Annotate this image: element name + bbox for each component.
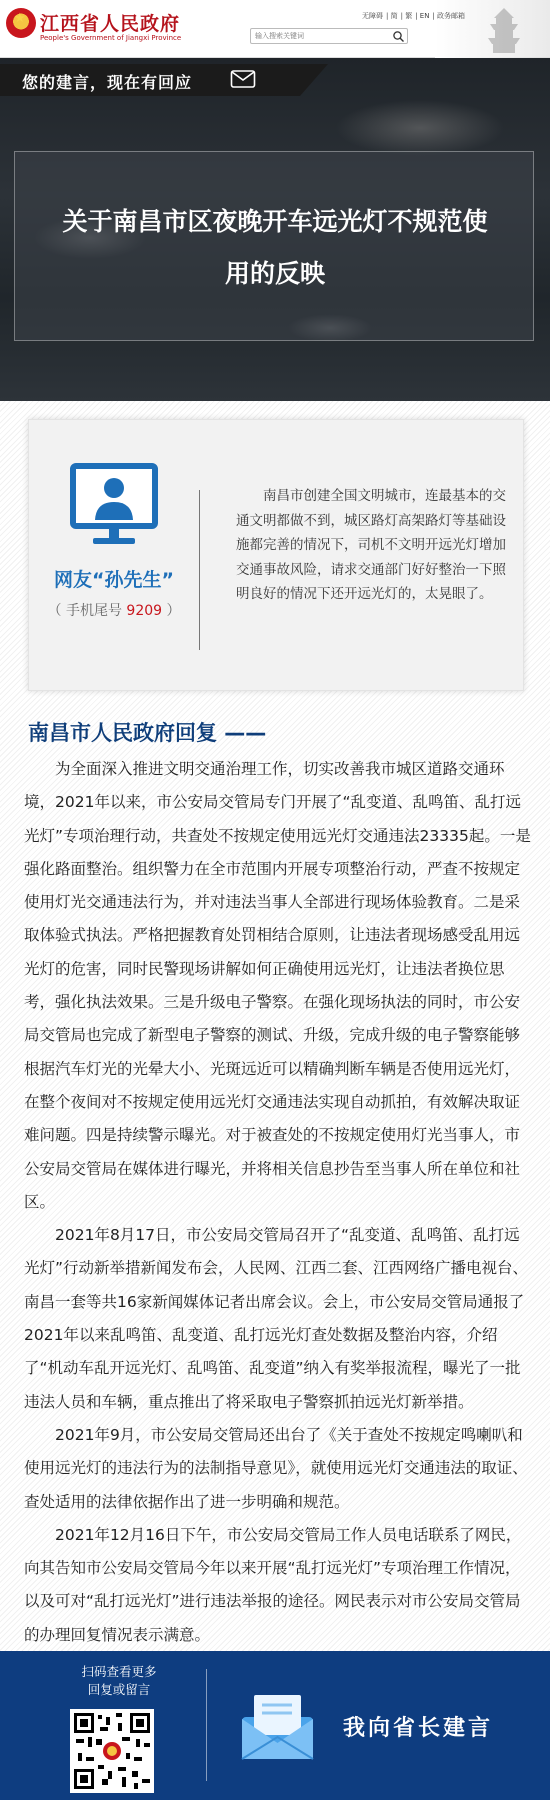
content-area [0, 401, 550, 1651]
footer [0, 1651, 550, 1800]
monitor-person-icon [69, 462, 159, 550]
phone-tail: （ 手机尾号 9209 ） [47, 603, 181, 619]
phone-tail-number: 9209 [126, 603, 163, 619]
national-emblem-icon [6, 8, 36, 38]
page-title: 关于南昌市区夜晚开车远光灯不规范使用的反映 [62, 207, 488, 288]
slogan-strip [0, 64, 300, 96]
slogan-text: 您的建言，现在有回应 [22, 73, 193, 92]
reply-body [24, 753, 532, 1652]
scan-hint [64, 1663, 174, 1699]
site-subtitle: People's Government of Jiangxi Province [40, 34, 182, 42]
reply-paragraph: 为全面深入推进文明交通治理工作，切实改善我市城区道路交通环境，2021年以来，市公安局交管局专门开展了“乱变道、乱鸣笛、乱打远光灯”专项治理行动，共查处不按规定使用远光灯交通违法23335起。一是强化路面整治。组织警力在全市范围内开展专项整治行动，严查不按规定使用灯光交通违法行为，并对违法当事人全部进行现场体验教育。二是采取体验式执法。严格把握教育处罚相结合原则，让违法者现场感受乱用远光灯的危害，同时民警现场讲解如何正确使用远光灯，让违法者换位思考，强化执法效果。三是升级电子警察。在强化现场执法的同时，市公安局交管局也完成了新型电子警察的测试、升级，完成升级的电子警察能够根据汽车灯光的光晕大小、光斑远近可以精确判断车辆是否使用远光灯，在整个夜间对不按规定使用远光灯交通违法实现自动抓拍，有效解决取证难问题。四是持续警示曝光。对于被查处的不按规定使用灯光当事人，市公安局交管局在媒体进行曝光，并将相关信息抄告至当事人所在单位和社区。 [24, 760, 531, 1211]
footer-divider [206, 1669, 207, 1781]
header-decoration [435, 0, 550, 58]
site-title[interactable]: 江西省人民政府 [40, 13, 181, 35]
simplified-link[interactable]: 简 [390, 12, 398, 20]
envelope-icon [230, 68, 256, 90]
qr-code-icon [74, 1713, 150, 1789]
petition-text: 南昌市创建全国文明城市，连最基本的交通文明都做不到，城区路灯高架路灯等基础设施都完善的情况下，司机不文明开远光灯增加交通事故风险，请求交通部门好好整治一下照明良好的情况下还开远光灯的，太晃眼了。 [236, 488, 506, 602]
petition-card [28, 419, 524, 691]
search-box [250, 28, 408, 44]
reply-heading: 南昌市人民政府回复 —— [28, 721, 267, 745]
advice-governor-button[interactable]: 我向省长建言 [343, 1716, 494, 1741]
envelope-icon [240, 1689, 315, 1761]
card-divider [199, 490, 200, 650]
top-links: 无障碍 | 简 | 繁 | EN | 政务邮箱 [362, 12, 466, 20]
scan-hint-line2: 回复或留言 [87, 1682, 151, 1697]
scan-hint-line1: 扫码查看更多 [81, 1664, 157, 1679]
accessibility-link[interactable]: 无障碍 [362, 12, 383, 20]
netizen-name: 网友“孙先生” [54, 569, 174, 591]
traditional-link[interactable]: 繁 [405, 12, 413, 20]
title-box [14, 151, 534, 341]
pavilion-icon [480, 6, 528, 54]
search-input[interactable] [255, 30, 385, 42]
english-link[interactable]: EN [419, 12, 430, 20]
reply-paragraph: 2021年9月，市公安局交管局还出台了《关于查处不按规定鸣喇叭和使用远光灯的违法行为的法制指导意见》，就使用远光灯交通违法的取证、查处适用的法律依据作出了进一步明确和规范。 [24, 1425, 528, 1511]
site-header [0, 0, 550, 58]
reply-paragraph: 2021年8月17日，市公安局交管局召开了“乱变道、乱鸣笛、乱打远光灯”行动新举措新闻发布会，人民网、江西二套、江西网络广播电视台、南昌一套等共16家新闻媒体记者出席会议。会上，市公安局交管局通报了2021年以来乱鸣笛、乱变道、乱打远光灯查处数据及整治内容，介绍了“机动车乱开远光灯、乱鸣笛、乱变道”纳入有奖举报流程，曝光了一批违法人员和车辆，重点推出了将采取电子警察抓拍远光灯新举措。 [24, 1226, 529, 1411]
hero-banner [0, 58, 550, 401]
qr-code[interactable] [70, 1709, 154, 1793]
gov-mail-link[interactable]: 政务邮箱 [437, 12, 466, 20]
search-icon[interactable] [392, 30, 405, 43]
reply-paragraph: 2021年12月16日下午，市公安局交管局工作人员电话联系了网民，向其告知市公安局交管局今年以来开展“乱打远光灯”专项治理工作情况，以及可对“乱打远光灯”进行违法举报的途径。网民表示对市公安局交管局的办理回复情况表示满意。 [24, 1525, 522, 1644]
